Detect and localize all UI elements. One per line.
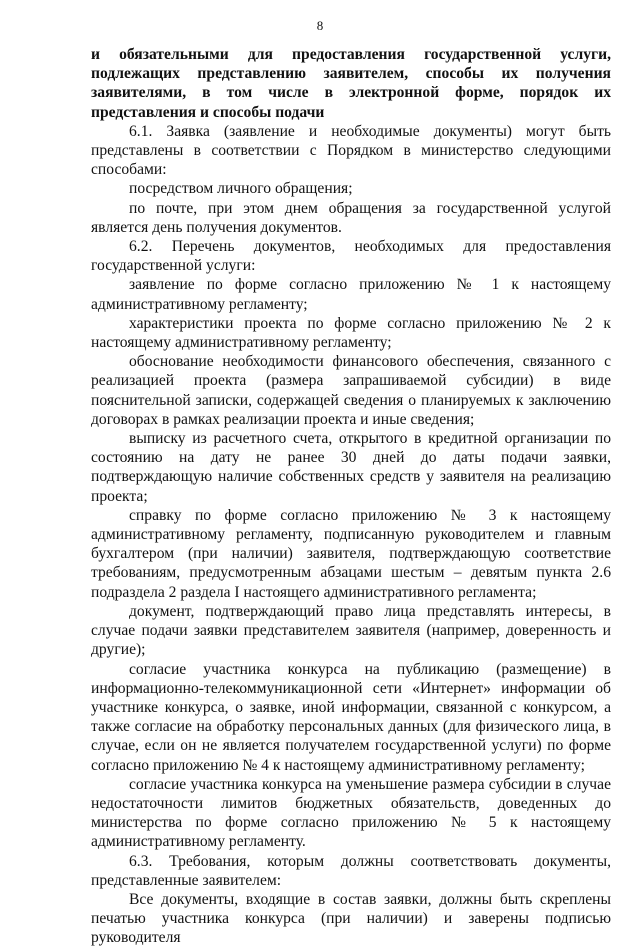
list-item-publication-consent: согласие участника конкурса на публикацию (размещение) в информационно-телекоммуникационной сети «Интернет» информации об участнике конкурса, о заявке, иной информации, связанной с конкурсом, а также согласие на обработку персональных данных (для физического лица, в случае, если он не является получателем государственной услуги) по форме согласно приложению № 4 к настоящему административному регламенту; <box>91 660 611 774</box>
list-item-certificate: справку по форме согласно приложению № 3 к настоящему административному регламенту, подписанную руководителем и главным бухгалтером (при наличии) заявителя, подтверждающую соответствие требованиям, предусмотренным абзацами шестым – девятым пункта 2.6 подраздела 2 раздела I настоящего административного регламента; <box>91 506 611 601</box>
paragraph-6-3: 6.3. Требования, которым должны соответствовать документы, представленные заявителем: <box>91 852 611 889</box>
paragraph-postal-submission: по почте, при этом днем обращения за государственной услугой является день получения документов. <box>91 199 611 236</box>
paragraph-personal-submission: посредством личного обращения; <box>129 180 353 198</box>
paragraph-6-1: 6.1. Заявка (заявление и необходимые документы) могут быть представлены в соответствии с Порядком в министерство следующими способами: <box>91 122 611 179</box>
list-item-power-of-attorney: документ, подтверждающий право лица представлять интересы, в случае подачи заявки представителем заявителя (например, доверенность и другие); <box>91 602 611 659</box>
list-item-application: заявление по форме согласно приложению № 1 к настоящему административному регламенту; <box>91 276 611 313</box>
page-number: 8 <box>316 18 324 33</box>
page-content <box>91 45 611 948</box>
section-heading: и обязательными для предоставления государственной услуги, подлежащих представлению заявителем, способы их получения заявителями, в том числе в электронной форме, порядок их представления и способы подачи <box>91 46 611 121</box>
list-item-bank-statement: выписку из расчетного счета, открытого в кредитной организации по состоянию на дату не ранее 30 дней до даты подачи заявки, подтверждающую наличие собственных средств у заявителя на реализацию проекта; <box>91 430 611 505</box>
list-item-subsidy-reduction-consent: согласие участника конкурса на уменьшение размера субсидии в случае недостаточности лимитов бюджетных обязательств, доведенных до министерства по форме согласно приложению № 5 к настоящему административному регламенту. <box>91 775 611 851</box>
paragraph-document-requirements: Все документы, входящие в состав заявки, должны быть скреплены печатью участника конкурса (при наличии) и заверены подписью руководителя <box>91 890 611 947</box>
paragraph-6-2: 6.2. Перечень документов, необходимых для предоставления государственной услуги: <box>91 238 611 275</box>
list-item-financial-justification: обоснование необходимости финансового обеспечения, связанного с реализацией проекта (размера запрашиваемой субсидии) в виде пояснительной записки, содержащей сведения о планируемых к заключению договорах в рамках реализации проекта и иные сведения; <box>91 353 611 428</box>
list-item-project-characteristics: характеристики проекта по форме согласно приложению № 2 к настоящему административному регламенту; <box>91 314 611 352</box>
